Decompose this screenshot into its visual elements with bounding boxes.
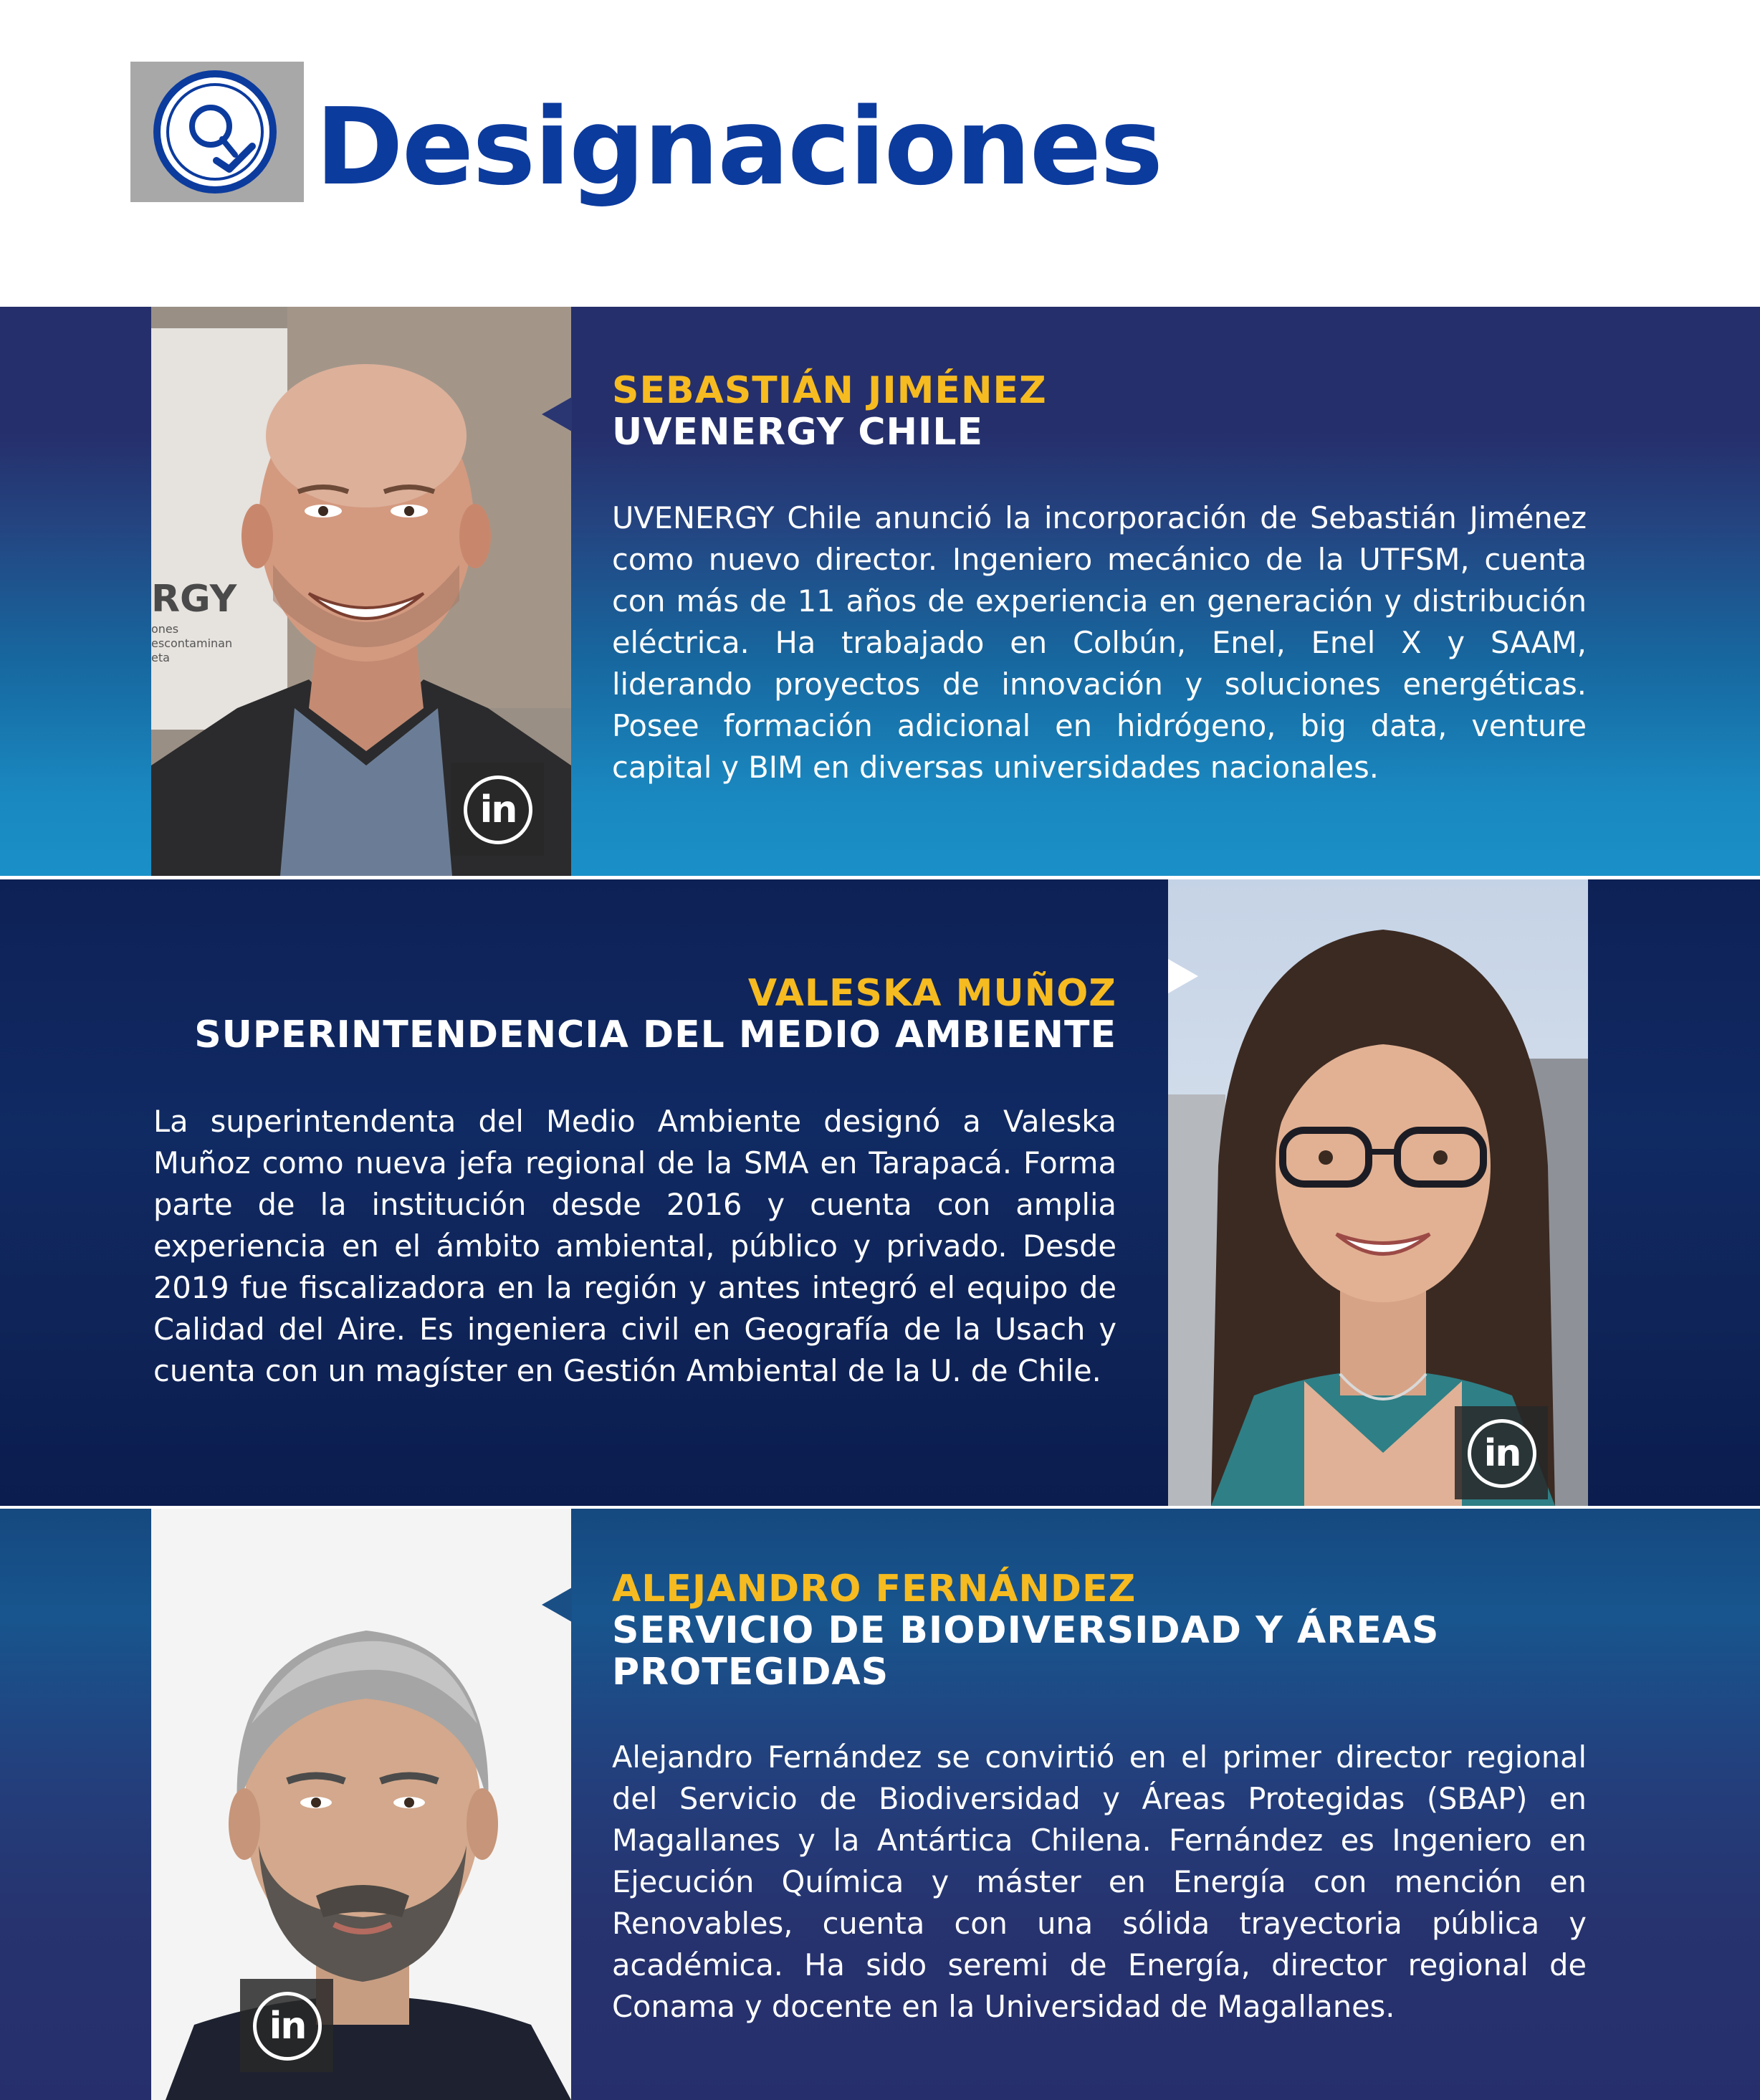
portrait-photo bbox=[151, 1509, 571, 2100]
profile-photo-1 bbox=[151, 307, 571, 876]
svg-text:eta: eta bbox=[151, 651, 170, 664]
linkedin-icon: in bbox=[1468, 1419, 1536, 1488]
profile-bio-3: Alejandro Fernández se convirtió en el primer director regional del Servicio de Biodiversidad y Áreas Protegidas (SBAP) en Magallanes y la Antártica Chilena. Fernández es Ingeniero en Ejecución Química y máster en Energía con mención en Renovables, cuenta con una sólida trayectoria pública y académica. Ha sido seremi de Energía, director regional de Conama y docente en la Universidad de Magallanes. bbox=[612, 1739, 1587, 2024]
callout-pointer bbox=[542, 1588, 572, 1622]
profile-bio-1: UVENERGY Chile anunció la incorporación de Sebastián Jiménez como nuevo director. Ingeniero mecánico de la UTFSM, cuenta con más de 11 años de experiencia en generación y distribución eléctrica. Ha trabajado en Colbún, Enel, Enel X y SAAM, liderando proyectos de innovación y soluciones energéticas. Posee formación adicional en hidrógeno, big data, venture capital y BIM en diversas universidades nacionales. bbox=[612, 500, 1587, 785]
profile-organization-2: SUPERINTENDENCIA DEL MEDIO AMBIENTE bbox=[194, 1013, 1116, 1056]
linkedin-button-2[interactable] bbox=[1455, 1406, 1548, 1499]
linkedin-button-1[interactable] bbox=[451, 763, 544, 856]
svg-text:escontaminan: escontaminan bbox=[151, 636, 233, 650]
profile-bio-2: La superintendenta del Medio Ambiente designó a Valeska Muñoz como nueva jefa regional de la SMA en Tarapacá. Forma parte de la institución desde 2016 y cuenta con amplia experiencia en el ámbito ambiental, público y privado. Desde 2019 fue fiscalizadora en la región y antes integró el equipo de Calidad del Aire. Es ingeniera civil en Geografía de la Usach y cuenta con un magíster en Gestión Ambiental de la U. de Chile. bbox=[153, 1104, 1116, 1388]
profile-photo-3 bbox=[151, 1509, 571, 2100]
linkedin-button-3[interactable] bbox=[240, 1979, 333, 2072]
page-title: Designaciones bbox=[315, 85, 1162, 209]
callout-pointer bbox=[1168, 959, 1198, 993]
linkedin-icon: in bbox=[464, 775, 532, 844]
logo bbox=[130, 62, 304, 202]
profile-name-3: ALEJANDRO FERNÁNDEZ bbox=[612, 1567, 1137, 1610]
background-sign-text: RGY bbox=[151, 578, 237, 621]
svg-text:ones: ones bbox=[151, 622, 179, 636]
magnifier-check-icon bbox=[130, 62, 304, 202]
profile-organization-1: UVENERGY CHILE bbox=[612, 411, 984, 454]
profile-name-2: VALESKA MUÑOZ bbox=[747, 972, 1116, 1015]
profile-photo-2 bbox=[1168, 879, 1588, 1506]
callout-pointer bbox=[542, 397, 572, 431]
profile-organization-3: SERVICIO DE BIODIVERSIDAD Y ÁREAS PROTEGIDAS bbox=[612, 1609, 1440, 1694]
profile-name-1: SEBASTIÁN JIMÉNEZ bbox=[612, 369, 1047, 412]
linkedin-icon: in bbox=[253, 1992, 322, 2061]
